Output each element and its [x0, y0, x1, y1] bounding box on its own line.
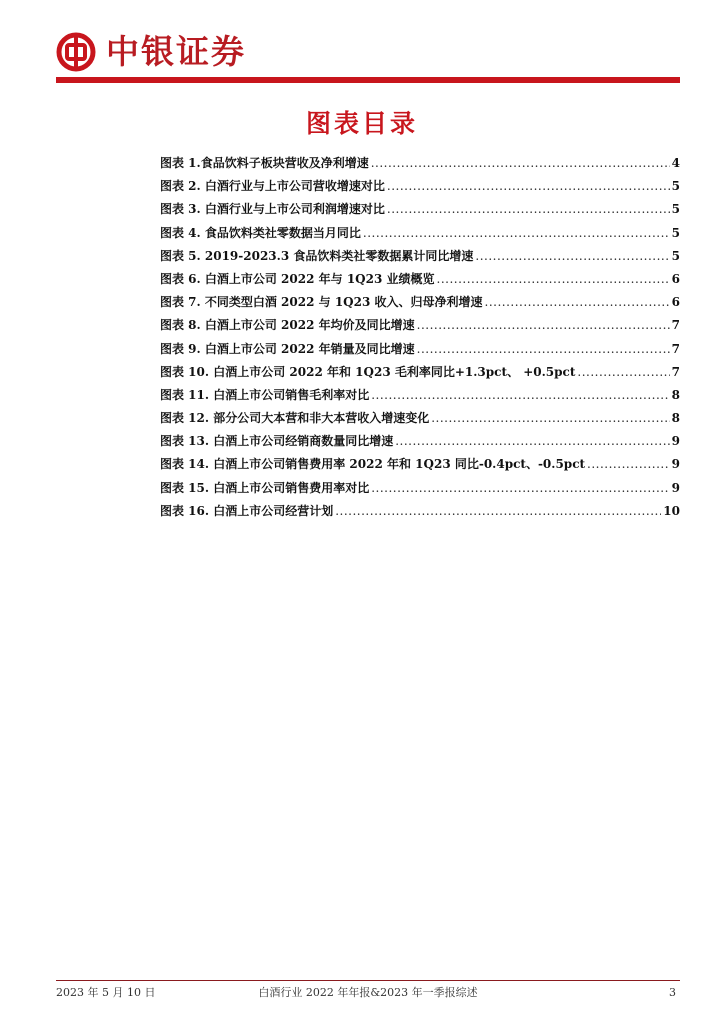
toc-entry-label[interactable]: 图表 7. 不同类型白酒 2022 与 1Q23 收入、归母净利增速: [160, 295, 483, 310]
toc-entry[interactable]: [160, 245, 680, 268]
toc-entry[interactable]: [160, 152, 680, 175]
toc-entry-label[interactable]: 图表 10. 白酒上市公司 2022 年和 1Q23 毛利率同比+1.3pct、 +0.5pct: [160, 364, 576, 379]
toc-entry-label[interactable]: 图表 5. 2019-2023.3 食品饮料类社零数据累计同比增速: [160, 248, 474, 263]
toc-entry-page[interactable]: 7: [671, 341, 680, 356]
toc-entry[interactable]: [160, 268, 680, 291]
header-divider: [56, 77, 680, 83]
toc-dot-leader: [371, 384, 669, 407]
toc-entry-label[interactable]: 图表 15. 白酒上市公司销售费用率对比: [160, 480, 370, 495]
toc-dot-leader: [371, 477, 669, 500]
toc-entry-label[interactable]: 图表 16. 白酒上市公司经营计划: [160, 503, 334, 518]
toc-dot-leader: [395, 430, 669, 453]
toc-entry[interactable]: [160, 477, 680, 500]
page-footer: [56, 984, 680, 1002]
toc-dot-leader: [587, 453, 670, 476]
toc-dot-leader: [363, 222, 670, 245]
toc-entry-page[interactable]: 4: [671, 156, 680, 170]
toc-entry-page[interactable]: 7: [671, 364, 680, 379]
toc-entry-label[interactable]: 图表 3. 白酒行业与上市公司利润增速对比: [160, 202, 385, 217]
toc-entry[interactable]: [160, 500, 680, 523]
toc-dot-leader: [577, 361, 669, 384]
brand-name: 中银证券: [106, 32, 246, 71]
toc-entry[interactable]: [160, 198, 680, 221]
toc-entry[interactable]: [160, 384, 680, 407]
toc-dot-leader: [485, 291, 670, 314]
toc-entry-label[interactable]: 图表 13. 白酒上市公司经销商数量同比增速: [160, 434, 394, 449]
toc-entry-page[interactable]: 9: [671, 480, 680, 495]
toc-entry-label[interactable]: 图表 9. 白酒上市公司 2022 年销量及同比增速: [160, 341, 415, 356]
toc-entry-page[interactable]: 5: [671, 248, 680, 263]
toc-entry-label[interactable]: 图表 6. 白酒上市公司 2022 年与 1Q23 业绩概览: [160, 271, 435, 286]
toc-entry-label[interactable]: 图表 1.食品饮料子板块营收及净利增速: [160, 156, 369, 170]
footer-divider: [56, 980, 680, 981]
toc-entry[interactable]: [160, 291, 680, 314]
footer-report-title: 白酒行业 2022 年年报&2023 年一季报综述: [258, 986, 478, 999]
toc-entry[interactable]: [160, 314, 680, 337]
toc-dot-leader: [387, 198, 670, 221]
toc-entry-label[interactable]: 图表 4. 食品饮料类社零数据当月同比: [160, 225, 361, 240]
toc-entry-page[interactable]: 9: [671, 457, 680, 472]
toc-dot-leader: [431, 407, 669, 430]
toc-entry-page[interactable]: 10: [663, 503, 680, 518]
toc-dot-leader: [335, 500, 661, 523]
toc-entry[interactable]: [160, 338, 680, 361]
toc-dot-leader: [437, 268, 670, 291]
toc-entry-page[interactable]: 9: [671, 434, 680, 449]
toc-entry-label[interactable]: 图表 2. 白酒行业与上市公司营收增速对比: [160, 179, 385, 194]
toc-entry[interactable]: [160, 222, 680, 245]
toc-dot-leader: [387, 175, 670, 198]
toc-entry-page[interactable]: 5: [671, 225, 680, 240]
toc-entry[interactable]: [160, 361, 680, 384]
toc-list: [160, 152, 680, 523]
toc-entry[interactable]: [160, 407, 680, 430]
toc-entry-page[interactable]: 7: [671, 318, 680, 333]
toc-dot-leader: [417, 314, 670, 337]
toc-entry-label[interactable]: 图表 8. 白酒上市公司 2022 年均价及同比增速: [160, 318, 415, 333]
bank-of-china-logo-icon: [56, 32, 96, 72]
toc-entry[interactable]: [160, 453, 680, 476]
toc-entry-page[interactable]: 5: [671, 202, 680, 217]
toc-entry-label[interactable]: 图表 14. 白酒上市公司销售费用率 2022 年和 1Q23 同比-0.4pct、-0.5pct: [160, 457, 586, 472]
toc-dot-leader: [417, 338, 670, 361]
toc-dot-leader: [371, 152, 670, 175]
toc-dot-leader: [475, 245, 669, 268]
toc-entry-page[interactable]: 8: [671, 411, 680, 426]
toc-entry-page[interactable]: 8: [671, 387, 680, 402]
toc-entry-page[interactable]: 6: [671, 271, 680, 286]
footer-page-number: 3: [669, 986, 676, 999]
page-header: [56, 30, 246, 74]
toc-entry[interactable]: [160, 175, 680, 198]
toc-entry-label[interactable]: 图表 12. 部分公司大本营和非大本营收入增速变化: [160, 411, 430, 426]
toc-entry-page[interactable]: 5: [671, 179, 680, 194]
toc-title: 图表目录: [305, 109, 418, 138]
footer-date: 2023 年 5 月 10 日: [56, 986, 156, 999]
toc-entry[interactable]: [160, 430, 680, 453]
toc-entry-page[interactable]: 6: [671, 295, 680, 310]
toc-entry-label[interactable]: 图表 11. 白酒上市公司销售毛利率对比: [160, 387, 370, 402]
